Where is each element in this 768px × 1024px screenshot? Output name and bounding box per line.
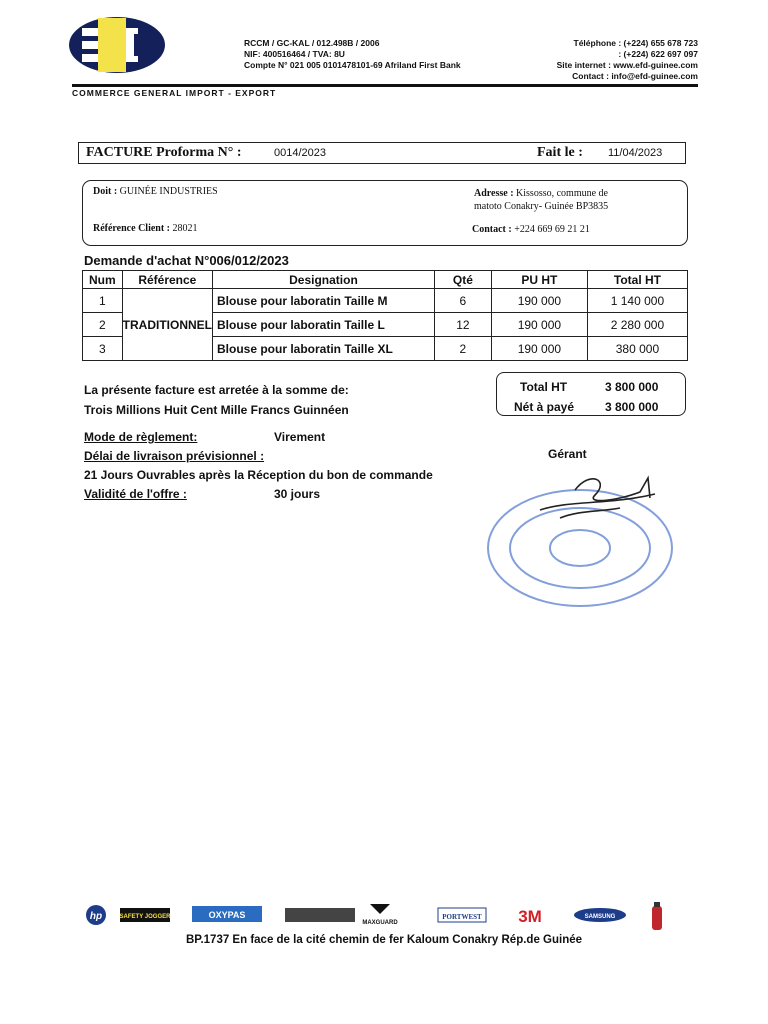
col-pu: PU HT [491,271,587,289]
row-num: 2 [83,313,123,337]
company-stamp [480,470,680,615]
phone-line: Téléphone : (+224) 655 678 723 [573,38,698,48]
row-reference: TRADITIONNEL [122,289,212,361]
row-pu: 190 000 [491,337,587,361]
svg-text:SAFETY JOGGER: SAFETY JOGGER [119,914,171,920]
row-designation: Blouse pour laboratin Taille L [213,313,435,337]
rccm-line: RCCM / GC-KAL / 012.498B / 2006 [244,38,380,48]
net-value: 3 800 000 [605,400,659,414]
header-rule [72,84,698,87]
col-reference: Référence [122,271,212,289]
payment-label: Mode de règlement: [84,430,198,444]
summary-intro: La présente facture est arretée à la somme de: [84,383,349,397]
row-total: 2 280 000 [587,313,687,337]
portwest-logo-icon [438,908,486,922]
row-qty: 6 [434,289,491,313]
3m-logo-icon [518,907,542,926]
contact-label: Contact : [472,224,512,235]
col-total: Total HT [587,271,687,289]
svg-text:OXYPAS: OXYPAS [208,910,246,920]
safety-jogger-logo-icon [120,908,172,922]
row-qty: 12 [434,313,491,337]
doit-label: Doit : [93,186,118,197]
table-row [83,289,688,313]
validity-value: 30 jours [274,487,321,501]
invoice-number: 0014/2023 [274,147,326,159]
account-line: Compte N° 021 005 0101478101-69 Afriland First Bank [244,60,461,70]
invoice-date: 11/04/2023 [608,147,663,159]
delivery-value: 21 Jours Ouvrables après la Réception du bon de commande [84,468,433,482]
row-qty: 2 [434,337,491,361]
delivery-label: Délai de livraison prévisionnel : [84,449,265,463]
svg-text:3M: 3M [518,907,542,926]
footer-address: BP.1737 En face de la cité chemin de fer Kaloum Conakry Rép.de Guinée [185,934,583,946]
samsung-logo-icon [574,908,626,922]
invoice-title: FACTURE Proforma N° : [86,145,242,160]
items-table [82,270,688,361]
address-line1: Kissosso, commune de [516,188,608,199]
svg-text:MAXGUARD: MAXGUARD [362,920,398,926]
company-tagline: COMMERCE GENERAL IMPORT - EXPORT [72,88,277,98]
fire-extinguisher-icon [652,902,662,930]
nif-line: NIF: 400516464 / TVA: 8U [244,49,345,59]
amount-in-words [84,380,349,420]
validity-label: Validité de l'offre : [84,487,187,501]
client-contact [472,224,590,235]
client-doit [93,186,218,197]
client-reference [93,223,198,234]
col-qty: Qté [434,271,491,289]
table-header-row [83,271,688,289]
col-num: Num [83,271,123,289]
website-line: Site internet : www.efd-guinee.com [556,60,698,70]
hp-logo-icon [86,905,106,925]
svg-text:SAMSUNG: SAMSUNG [584,914,616,920]
row-num: 3 [83,337,123,361]
phone2-line: : (+224) 622 697 097 [618,49,698,59]
row-total: 1 140 000 [587,289,687,313]
payment-row [84,428,433,447]
email-line: Contact : info@efd-guinee.com [572,71,698,81]
maxguard-logo-icon [285,904,398,926]
row-num: 1 [83,289,123,313]
terms-block [84,428,433,504]
validity-row [84,485,433,504]
company-registration [244,38,461,71]
row-pu: 190 000 [491,313,587,337]
ref-value: 28021 [172,223,198,234]
contact-value: +224 669 69 21 21 [514,224,590,235]
svg-text:PORTWEST: PORTWEST [442,913,482,921]
partner-logos [80,900,700,934]
company-contact [520,38,698,82]
address-line2: matoto Conakry- Guinée BP3835 [474,201,609,212]
total-ht-value: 3 800 000 [605,380,659,394]
summary-words: Trois Millions Huit Cent Mille Francs Guinnéen [84,403,349,417]
client-name: GUINÉE INDUSTRIES [119,186,218,197]
row-total: 380 000 [587,337,687,361]
row-pu: 190 000 [491,289,587,313]
row-designation: Blouse pour laboratin Taille XL [213,337,435,361]
ref-label: Référence Client : [93,223,171,234]
address-label: Adresse : [474,188,514,199]
payment-value: Virement [274,430,326,444]
svg-text:hp: hp [89,911,103,922]
purchase-request-title: Demande d'achat N°006/012/2023 [84,253,289,268]
date-label: Fait le : [537,145,583,160]
total-ht-label: Total HT [520,380,568,394]
row-designation: Blouse pour laboratin Taille M [213,289,435,313]
col-designation: Designation [213,271,435,289]
signatory-role: Gérant [548,447,587,461]
client-address [474,187,608,213]
company-logo [68,16,166,74]
net-label: Nét à payé [514,400,575,414]
oxypas-logo-icon [192,906,262,922]
